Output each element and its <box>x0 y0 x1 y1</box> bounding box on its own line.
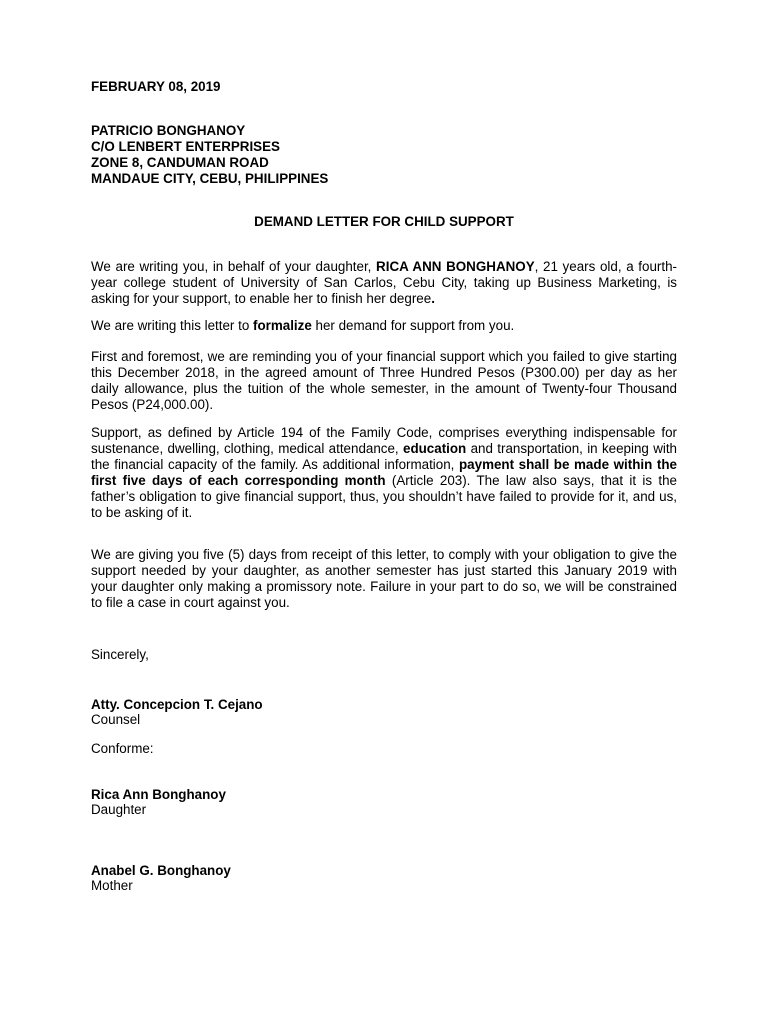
letter-date: FEBRUARY 08, 2019 <box>91 79 221 94</box>
conforme-label: Conforme: <box>91 741 154 756</box>
letter-subject: DEMAND LETTER FOR CHILD SUPPORT <box>254 214 514 229</box>
conforme-daughter-name: Rica Ann Bonghanoy <box>91 787 226 802</box>
closing: Sincerely, <box>91 647 149 662</box>
conforme-daughter-role: Daughter <box>91 802 147 817</box>
conforme-mother-name: Anabel G. Bonghanoy <box>91 863 231 878</box>
signatory-title: Counsel <box>91 712 141 727</box>
daughter-name: RICA ANN BONGHANOY <box>376 259 535 274</box>
conforme-mother-role: Mother <box>91 878 133 893</box>
signatory-name: Atty. Concepcion T. Cejano <box>91 697 263 712</box>
recipient-line2: ZONE 8, CANDUMAN ROAD <box>91 155 269 170</box>
recipient-line1: C/O LENBERT ENTERPRISES <box>91 139 280 154</box>
paragraph-3: First and foremost, we are reminding you of your financial support which you failed to give starting this December 2018, in the agreed amount of Three Hundred Pesos (P300.00) per day as her daily allowance, plus the tuition of the whole semester, in the amount of Twenty-four Thousand Pesos (P24,000.00). <box>91 349 677 412</box>
paragraph-2: We are writing this letter to formalize her demand for support from you. <box>91 318 515 333</box>
recipient-address <box>91 123 677 187</box>
recipient-line3: MANDAUE CITY, CEBU, PHILIPPINES <box>91 171 329 186</box>
paragraph-5: We are giving you five (5) days from receipt of this letter, to comply with your obligation to give the support needed by your daughter, as another semester has just started this January 2019 with your daughter only making a promissory note. Failure in your part to do so, we will be constrained to file a case in court against you. <box>91 547 677 610</box>
education-emphasis: education <box>403 441 467 456</box>
recipient-name: PATRICIO BONGHANOY <box>91 123 246 138</box>
formalize-emphasis: formalize <box>253 318 312 333</box>
paragraph-4: Support, as defined by Article 194 of the Family Code, comprises everything indispensable for sustenance, dwelling, clothing, medical attendance, education and transportation, in keeping with the financial capacity of the family. As additional information, payment shall be made within the first five days of each corresponding month (Article 203). The law also says, that it is the father’s obligation to give financial support, thus, you shouldn’t have failed to provide for it, and us, to be asking of it. <box>91 425 678 520</box>
payment-emphasis: payment shall be made within the first five days of each corresponding month <box>91 457 677 488</box>
paragraph-1: We are writing you, in behalf of your daughter, RICA ANN BONGHANOY, 21 years old, a fourth-year college student of University of San Carlos, Cebu City, taking up Business Marketing, is asking for your support, to enable her to finish her degree. <box>91 259 678 306</box>
